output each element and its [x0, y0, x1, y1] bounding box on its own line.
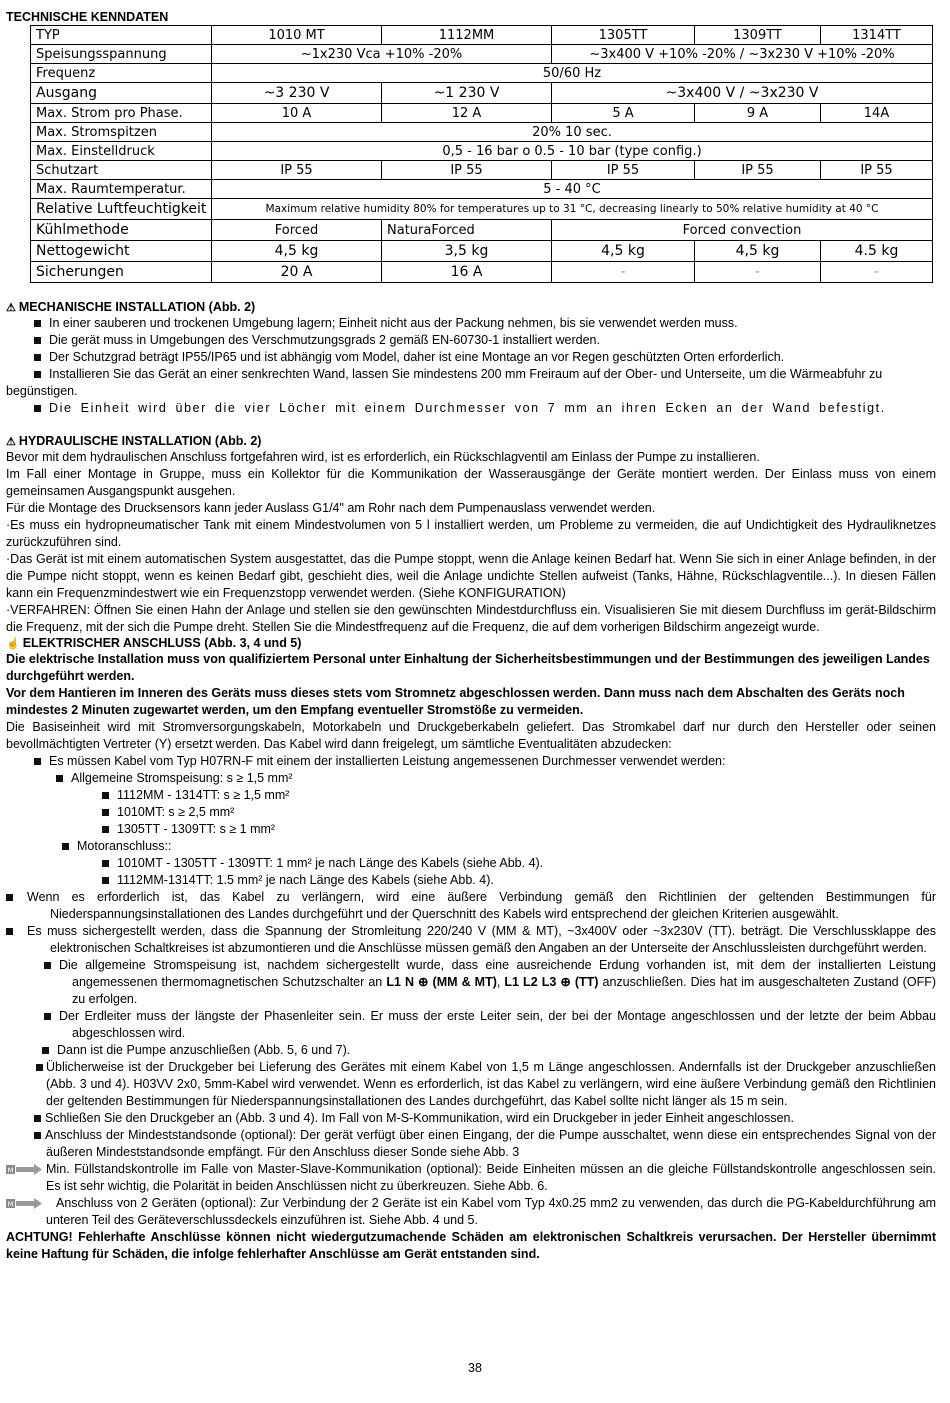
list-item-text: Wenn es erforderlich, ist das Kabel zu verlängern, wird eine äußere Verbindung gemäß den Richtlinien der geltenden Bestimmungen für Niederspannungsinstallationen des Landes durchgeführt, das Kabel sollte nicht länger als 15 m sein.	[46, 1077, 936, 1108]
paragraph: Für die Montage des Drucksensors kann jeder Auslass G1/4" am Rohr nach dem Pumpenauslass verwendet werden.	[6, 501, 656, 515]
elek-title-text: ELEKTRISCHER ANSCHLUSS (Abb. 3, 4 und 5)	[22, 636, 302, 650]
bullet-icon	[34, 320, 41, 327]
bullet-icon	[34, 354, 41, 361]
row-label: TYP	[31, 26, 212, 45]
paragraph: ·Das Gerät ist mit einem automatischen System ausgestattet, das die Pumpe stoppt, wenn die Anlage keinen Bedarf hat. Wenn Sie sich in einer Anlage befinden, in der die Pumpe nicht stoppt, wenn es keinen Bedarf gibt, geschieht dies, weil die Anlage undichte Stellen aufweist (Tanks, Hähne, Rückschlagventile...). In diesen Fällen kann ein Frequenzmindestwert wie ein Frequenzstopp verwendet werden. (Siehe KONFIGURATION)	[6, 552, 936, 600]
table-row	[31, 123, 933, 142]
list-item	[6, 400, 936, 417]
bullet-icon	[34, 371, 41, 378]
list-item	[6, 889, 936, 923]
table-cell: -	[552, 262, 695, 283]
table-cell: ~3 230 V	[212, 83, 382, 104]
table-cell: 50/60 Hz	[212, 64, 933, 83]
table-cell: -	[695, 262, 821, 283]
bullet-icon	[102, 860, 109, 867]
list-item-text: Installieren Sie das Gerät an einer senkrechten Wand, lassen Sie mindestens 200 mm Freiraum auf der Ober- und Unterseite, um die Wärmeabfuhr zu begünstigen.	[6, 367, 883, 398]
row-label: Kühlmethode	[31, 220, 212, 241]
list-item	[6, 349, 936, 366]
row-label: Sicherungen	[31, 262, 212, 283]
list-item	[6, 957, 936, 1008]
bullet-icon	[42, 1047, 49, 1054]
table-cell: 14A	[821, 104, 933, 123]
list-item-text: Der Schutzgrad beträgt IP55/IP65 und ist abhängig vom Model, daher ist eine Montage an vor Regen geschützten Orten erforderlich.	[49, 350, 785, 364]
table-cell: ~3x400 V / ~3x230 V	[552, 83, 933, 104]
bullet-icon	[34, 337, 41, 344]
list-item	[6, 315, 936, 332]
list-item	[6, 332, 936, 349]
list-item	[6, 753, 936, 770]
list-item-text: 1010MT: s ≥ 2,5 mm²	[117, 805, 235, 819]
paragraph: ·VERFAHREN: Öffnen Sie einen Hahn der Anlage und stellen sie den gewünschten Mindestdurchfluss ein. Visualisieren Sie mit diesem Durchfluss im gerät-Bildschirm die Frequenz, mit der sich die Pumpe dreht. Stellen Sie die Mindestfrequenz auf die Frequenz, die auf dem vorherigen Bildschirm angezeigt wurde.	[6, 603, 936, 634]
manual-page	[6, 10, 936, 1263]
row-label: Nettogewicht	[31, 241, 212, 262]
list-item-text: Schließen Sie den Druckgeber an (Abb. 3 und 4). Im Fall von M-S-Kommunikation, wird ein Druckgeber in jeder Einheit angeschlossen.	[45, 1111, 794, 1125]
table-cell: 9 A	[695, 104, 821, 123]
table-row	[31, 83, 933, 104]
table-row	[31, 262, 933, 283]
list-item-text: Min. Füllstandskontrolle im Falle von Master-Slave-Kommunikation (optional): Beide Einheiten müssen an die gleiche Füllstandskontrolle angeschlossen sein. Es ist sehr wichtig, die Polarität in beiden Anschlüssen nicht zu überkreuzen. Siehe Abb. 6.	[46, 1162, 936, 1193]
list-item	[6, 366, 936, 400]
list-item	[6, 787, 936, 804]
table-row	[31, 220, 933, 241]
list-item	[6, 804, 936, 821]
paragraph: Bevor mit dem hydraulischen Anschluss fortgefahren wird, ist es erforderlich, ein Rückschlagventil am Einlass der Pumpe zu installieren.	[6, 450, 760, 464]
list-item-text: Allgemeine Stromspeisung: s ≥ 1,5 mm²	[71, 771, 293, 785]
list-item	[6, 1195, 936, 1229]
terminal-mm-mt: L1 N ⊕ (MM & MT)	[386, 975, 497, 989]
safety-notice: Die elektrische Installation muss von qualifiziertem Personal unter Einhaltung der Sicherheitsbestimmungen und der Bestimmungen des jeweiligen Landes durchgeführt werden.	[6, 652, 930, 683]
bullet-icon	[34, 405, 41, 412]
hand-warning-icon: ☝	[6, 638, 20, 650]
list-item	[6, 770, 936, 787]
bullet-icon	[44, 1013, 51, 1020]
table-row	[31, 45, 933, 64]
list-item-text: Die gerät muss in Umgebungen des Verschmutzungsgrads 2 gemäß EN-60730-1 installiert werden.	[49, 333, 600, 347]
table-cell: 4,5 kg	[552, 241, 695, 262]
master-slave-icon	[6, 1164, 42, 1175]
list-item	[6, 821, 936, 838]
table-row	[31, 104, 933, 123]
table-cell: Forced	[212, 220, 382, 241]
list-item-text: Anschluss von 2 Geräten (optional): Zur Verbindung der 2 Geräte ist ein Kabel vom Typ 4x0.25 mm2 zu verwenden, das durch die PG-Kabeldurchführung am unteren Teil des Geräteverschlussdeckels einzuführen ist. Siehe Abb. 4 und 5.	[46, 1196, 936, 1227]
bullet-icon	[36, 1064, 43, 1071]
elek-section	[6, 636, 936, 1263]
table-cell: 20% 10 sec.	[212, 123, 933, 142]
table-cell: 4,5 kg	[695, 241, 821, 262]
warning-icon: ⚠	[6, 436, 16, 448]
hydr-title-text: HYDRAULISCHE INSTALLATION (Abb. 2)	[18, 434, 262, 448]
list-item-text: Die allgemeine Stromspeisung ist, nachdem sichergestellt wurde, dass eine ausreichende Erdung vorhanden ist, mit dem der installierten Leistung angemessenen thermomagnetischen Schutzschalter an	[59, 958, 936, 989]
list-item	[6, 1110, 936, 1127]
table-cell: Maximum relative humidity 80% for temperatures up to 31 °C, decreasing linearly to 50% relative humidity at 40 °C	[212, 199, 933, 220]
table-cell: IP 55	[821, 161, 933, 180]
table-cell: 5 - 40 °C	[212, 180, 933, 199]
table-cell: IP 55	[382, 161, 552, 180]
list-item	[6, 923, 936, 957]
table-cell: IP 55	[695, 161, 821, 180]
page-number: 38	[468, 1361, 482, 1375]
table-cell: 4,5 kg	[212, 241, 382, 262]
svg-text:M: M	[7, 1166, 14, 1175]
list-item-text: Es muss sichergestellt werden, dass die Spannung der Stromleitung 220/240 V (MM & MT), ~3x400V oder ~3x230V (TT). beträgt. Die Verschlussklappe des elektronischen Schaltkreises ist abzumontieren und die Anschlüsse müssen gemäß den Angaben an der Unterseite der Anschlussleisten durchgeführt werden.	[27, 924, 936, 955]
mech-title	[6, 300, 936, 315]
list-item-text: ,	[496, 975, 505, 989]
list-item-text: Die Einheit wird über die vier Löcher mit einem Durchmesser von 7 mm an ihren Ecken an der Wand befestigt.	[49, 401, 886, 415]
table-cell: 0,5 - 16 bar o 0.5 - 10 bar (type config.)	[212, 142, 933, 161]
bullet-icon	[44, 962, 51, 969]
table-cell: 1305TT	[552, 26, 695, 45]
table-cell: ~1 230 V	[382, 83, 552, 104]
bullet-icon	[102, 809, 109, 816]
row-label: Max. Strom pro Phase.	[31, 104, 212, 123]
hydr-section	[6, 434, 936, 636]
svg-text:M: M	[7, 1200, 14, 1209]
table-cell: ~1x230 Vca +10% -20%	[212, 45, 552, 64]
table-cell: ~3x400 V +10% -20% / ~3x230 V +10% -20%	[552, 45, 933, 64]
terminal-tt: L1 L2 L3 ⊕ (TT)	[504, 975, 599, 989]
table-cell: 16 A	[382, 262, 552, 283]
mech-title-text: MECHANISCHE INSTALLATION (Abb. 2)	[18, 300, 256, 314]
table-cell: NaturaForced	[382, 220, 552, 241]
table-row	[31, 199, 933, 220]
table-cell: 20 A	[212, 262, 382, 283]
bullet-icon	[34, 1132, 41, 1139]
row-label: Ausgang	[31, 83, 212, 104]
list-item-text: Wenn es erforderlich ist, das Kabel zu verlängern, wird eine äußere Verbindung gemäß den Richtlinien der geltenden Bestimmungen für Niederspannungsinstallationen des Landes durchgeführt und der Querschnitt des Kabels wird entsprechend der gleichen Kriterien ausgewählt.	[27, 890, 936, 921]
list-item	[6, 872, 936, 889]
table-cell: -	[821, 262, 933, 283]
list-item-text: 1305TT - 1309TT: s ≥ 1 mm²	[117, 822, 276, 836]
list-item	[6, 1127, 936, 1161]
list-item	[6, 1008, 936, 1042]
bullet-icon	[34, 758, 41, 765]
bullet-icon	[62, 843, 69, 850]
bullet-icon	[34, 1115, 41, 1122]
list-item	[6, 838, 936, 855]
elek-title	[6, 636, 936, 651]
row-label: Max. Einstelldruck	[31, 142, 212, 161]
paragraph: Die Basiseinheit wird mit Stromversorgungskabeln, Motorkabeln und Druckgeberkabeln geliefert. Das Stromkabel darf nur durch den Hersteller oder seinen bevollmächtigten Vertreter (Y) ersetzt werden. Das Kabel wird dann freigelegt, um sämtliche Eventualitäten abzudecken:	[6, 720, 936, 751]
list-item-text: Üblicherweise ist der Druckgeber bei Lieferung des Gerätes mit einem Kabel von 1,5 m Länge angeschlossen. Andernfalls ist der Druckgeber anzuschließen (Abb. 3 und 4). H03VV 2x0, 5mm-Kabel wird verwendet.	[46, 1060, 936, 1091]
paragraph: Im Fall einer Montage in Gruppe, muss ein Kollektor für die Kommunikation der Wasserausgänge der Geräte montiert werden. Der Einlass muss von einem gemeinsamen Ausgangspunkt ausgehen.	[6, 467, 936, 498]
table-cell: Forced convection	[552, 220, 933, 241]
table-cell: 10 A	[212, 104, 382, 123]
list-item-text: 1112MM - 1314TT: s ≥ 1,5 mm²	[117, 788, 290, 802]
row-label: Max. Stromspitzen	[31, 123, 212, 142]
row-label: Speisungsspannung	[31, 45, 212, 64]
hydr-title	[6, 434, 936, 449]
row-label: Relative Luftfeuchtigkeit	[31, 199, 212, 220]
table-cell: 1314TT	[821, 26, 933, 45]
table-cell: IP 55	[552, 161, 695, 180]
list-item-text: Dann ist die Pumpe anzuschließen (Abb. 5, 6 und 7).	[57, 1043, 351, 1057]
table-cell: 1112MM	[382, 26, 552, 45]
table-row	[31, 142, 933, 161]
list-item-text: Es müssen Kabel vom Typ H07RN-F mit einem der installierten Leistung angemessenen Durchmesser verwendet werden:	[49, 754, 726, 768]
warning-icon: ⚠	[6, 302, 16, 314]
table-row	[31, 64, 933, 83]
bullet-icon	[6, 928, 13, 935]
bullet-icon	[6, 894, 13, 901]
row-label: Max. Raumtemperatur.	[31, 180, 212, 199]
list-item-text: anzuschließen. Dies hat im ausgeschalteten Zustand (OFF) zu erfolgen.	[72, 975, 936, 1006]
table-row	[31, 161, 933, 180]
list-item-text: 1010MT - 1305TT - 1309TT: 1 mm² je nach Länge des Kabels (siehe Abb. 4).	[117, 856, 544, 870]
list-item-text: Motoranschluss::	[77, 839, 172, 853]
bullet-icon	[102, 826, 109, 833]
mech-section	[6, 300, 936, 417]
list-item-text: Der Erdleiter muss der längste der Phasenleiter sein. Er muss der erste Leiter sein, der bei der Montage angeschlossen und der letzte der beim Abbau abgeschlossen wird.	[59, 1009, 936, 1040]
row-label: Schutzart	[31, 161, 212, 180]
tech-data-table	[30, 25, 933, 283]
table-cell: IP 55	[212, 161, 382, 180]
table-cell: 12 A	[382, 104, 552, 123]
paragraph: ·Es muss ein hydropneumatischer Tank mit einem Mindestvolumen von 5 l installiert werden, um Probleme zu vermeiden, die auf Undichtigkeit des Hydrauliknetzes zurückzuführen sind.	[6, 518, 936, 549]
table-cell: 1309TT	[695, 26, 821, 45]
table-row	[31, 26, 933, 45]
table-row	[31, 180, 933, 199]
master-slave-icon	[6, 1198, 42, 1209]
table-cell: 5 A	[552, 104, 695, 123]
tech-data-title: TECHNISCHE KENNDATEN	[6, 10, 169, 24]
warning-notice: ACHTUNG! Fehlerhafte Anschlüsse können nicht wiedergutzumachende Schäden am elektronischen Schaltkreis verursachen. Der Hersteller übernimmt keine Haftung für Schäden, die infolge fehlerhafter Anschlüsse am Gerät entstanden sind.	[6, 1230, 936, 1261]
table-cell: 1010 MT	[212, 26, 382, 45]
safety-notice: Vor dem Hantieren im Inneren des Geräts muss dieses stets vom Stromnetz abgeschlossen werden. Dann muss nach dem Abschalten des Geräts noch mindestes 2 Minuten zugewartet werden, um den Empfang eventueller Stromstöße zu vermeiden.	[6, 686, 905, 717]
list-item	[6, 855, 936, 872]
list-item	[6, 1161, 936, 1195]
table-cell: 3,5 kg	[382, 241, 552, 262]
table-cell: 4.5 kg	[821, 241, 933, 262]
list-item	[6, 1042, 936, 1059]
bullet-icon	[56, 775, 63, 782]
list-item	[6, 1059, 936, 1110]
list-item-text: In einer sauberen und trockenen Umgebung lagern; Einheit nicht aus der Packung nehmen, bis sie verwendet werden muss.	[49, 316, 738, 330]
bullet-icon	[102, 792, 109, 799]
list-item-text: Anschluss der Mindeststandsonde (optional): Der gerät verfügt über einen Eingang, der die Pumpe ausschaltet, wenn diese ein entsprechendes Signal von der äußeren Mindeststandsonde empfängt. Für den Anschluss dieser Sonde siehe Abb. 3	[45, 1128, 936, 1159]
bullet-icon	[102, 877, 109, 884]
list-item-text: 1112MM-1314TT: 1.5 mm² je nach Länge des Kabels (siehe Abb. 4).	[117, 873, 494, 887]
row-label: Frequenz	[31, 64, 212, 83]
table-row	[31, 241, 933, 262]
